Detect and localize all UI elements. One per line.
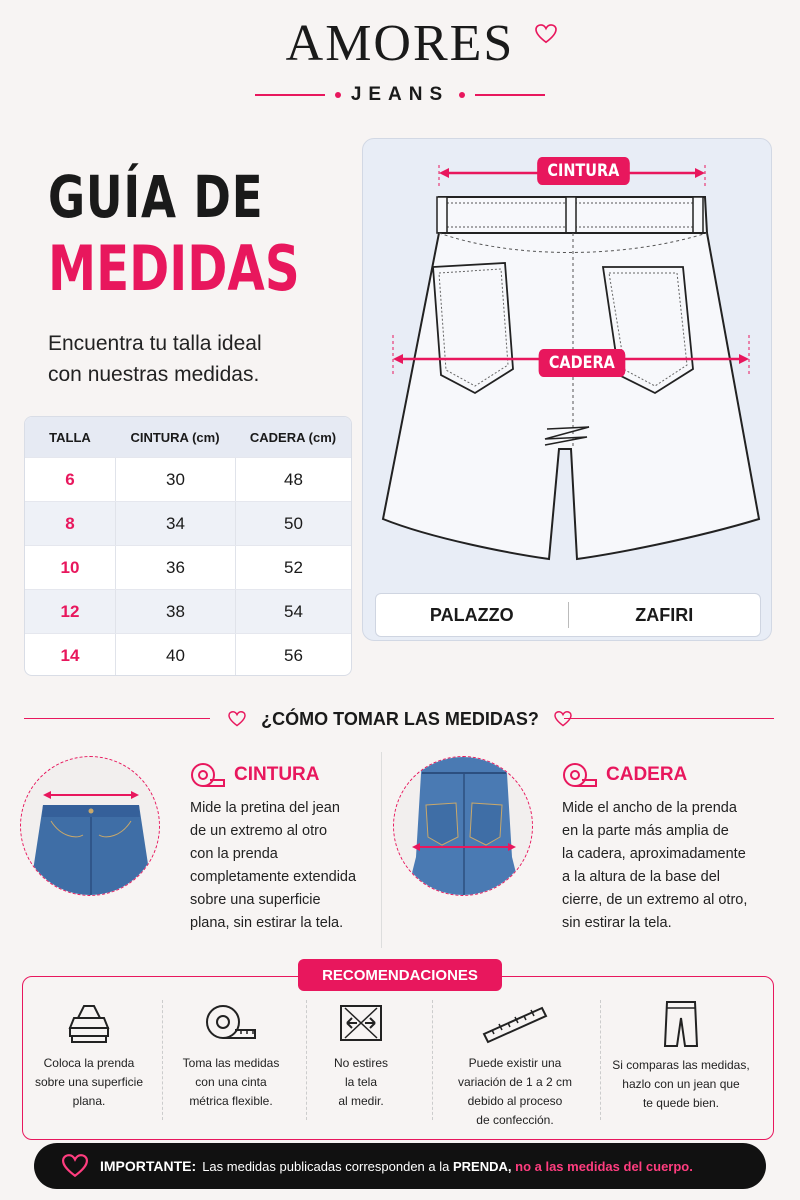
table-row — [25, 589, 351, 633]
desc-line: cierre, de un extremo al otro, — [562, 892, 748, 908]
important-pink: no a las medidas del cuerpo. — [515, 1158, 693, 1174]
recommendation-item — [440, 1000, 590, 1130]
desc-line: sobre una superficie — [190, 892, 321, 908]
ruler-icon — [480, 1000, 550, 1046]
col-header-talla: TALLA — [49, 429, 91, 445]
page-title-line1: GUÍA DE — [48, 163, 264, 231]
desc-line: con la prenda — [190, 846, 278, 862]
rec-line: Si comparas las medidas, — [612, 1058, 750, 1072]
hip-method-description — [562, 797, 747, 935]
desc-line: la cadera, aproximadamente — [562, 846, 746, 862]
cadera-cell: 56 — [235, 634, 351, 676]
brand-name: AMORES — [285, 15, 515, 72]
table-row — [25, 457, 351, 501]
talla-cell: 10 — [60, 557, 80, 577]
waist-method-title: CINTURA — [234, 764, 320, 785]
recommendations-title: RECOMENDACIONES — [298, 959, 502, 991]
rec-line: variación de 1 a 2 cm — [457, 1075, 573, 1089]
cadera-cell: 48 — [235, 458, 351, 501]
rec-line: Toma las medidas — [182, 1056, 280, 1070]
cintura-cell: 40 — [115, 634, 235, 676]
rec-line: métrica flexible. — [189, 1094, 273, 1108]
brand-logo — [0, 15, 800, 106]
recommendation-item — [606, 1000, 756, 1113]
brand-subtitle: JEANS — [350, 84, 450, 105]
important-text: Las medidas publicadas corresponden a la — [202, 1158, 450, 1174]
important-label: IMPORTANTE: — [100, 1158, 197, 1174]
hip-method — [562, 762, 687, 788]
rec-line: Coloca la prenda — [43, 1056, 135, 1070]
how-title-text: ¿CÓMO TOMAR LAS MEDIDAS? — [261, 709, 539, 729]
desc-line: Mide la pretina del jean — [190, 800, 340, 816]
recommendation-item — [14, 1000, 164, 1111]
rec-line: hazlo con un jean que — [622, 1077, 740, 1091]
jeans-back-illustration — [394, 757, 533, 896]
subtitle-line: Encuentra tu talla ideal — [48, 332, 262, 355]
important-notice — [34, 1143, 766, 1189]
table-header — [25, 417, 351, 457]
hip-method-title: CADERA — [606, 764, 688, 785]
desc-line: en la parte más amplia de — [562, 823, 729, 839]
rec-line: No estires — [333, 1056, 389, 1070]
table-row — [25, 633, 351, 676]
table-row — [25, 501, 351, 545]
cintura-cell: 38 — [115, 590, 235, 633]
rec-line: la tela — [344, 1075, 378, 1089]
cadera-cell: 52 — [235, 546, 351, 589]
talla-cell: 12 — [60, 601, 80, 621]
rec-line: te quede bien. — [642, 1096, 720, 1110]
desc-line: Mide el ancho de la prenda — [562, 800, 737, 816]
model-name: ZAFIRI — [635, 604, 694, 625]
waist-photo — [20, 756, 160, 896]
rec-line: Puede existir una — [468, 1056, 562, 1070]
rec-line: al medir. — [338, 1094, 384, 1108]
heart-icon — [535, 24, 557, 44]
desc-line: completamente extendida — [190, 869, 357, 885]
page-subtitle — [48, 328, 348, 390]
desc-line: a la altura de la base del — [562, 869, 720, 885]
jeans-front-illustration — [21, 757, 160, 896]
tape-measure-icon — [190, 762, 226, 788]
col-header-cintura: CINTURA (cm) — [130, 429, 220, 445]
desc-line: de un extremo al otro — [190, 823, 328, 839]
waist-method — [190, 762, 320, 788]
hip-photo — [393, 756, 533, 896]
model-name: PALAZZO — [429, 604, 514, 625]
recommendation-item — [156, 1000, 306, 1111]
cadera-cell: 54 — [235, 590, 351, 633]
heart-icon — [228, 711, 246, 727]
folded-clothes-icon — [64, 1000, 114, 1046]
heart-icon — [554, 711, 572, 727]
how-to-measure-heading — [0, 709, 800, 730]
models-box — [375, 593, 761, 637]
waist-method-description — [190, 797, 356, 935]
desc-line: plana, sin estirar la tela. — [190, 915, 344, 931]
important-bold: PRENDA, — [452, 1158, 512, 1174]
rec-line: de confección. — [476, 1113, 554, 1127]
rec-line: con una cinta — [195, 1075, 267, 1089]
no-stretch-icon — [335, 1000, 387, 1046]
hip-tag: CADERA — [539, 349, 625, 377]
table-row — [25, 545, 351, 589]
talla-cell: 8 — [65, 513, 75, 533]
cintura-cell: 30 — [115, 458, 235, 501]
rec-line: debido al proceso — [467, 1094, 563, 1108]
cintura-cell: 36 — [115, 546, 235, 589]
recommendation-item — [286, 1000, 436, 1111]
desc-line: sin estirar la tela. — [562, 915, 672, 931]
rec-line: plana. — [72, 1094, 106, 1108]
heart-icon — [62, 1154, 88, 1178]
col-header-cadera: CADERA (cm) — [249, 429, 337, 445]
cintura-cell: 34 — [115, 502, 235, 545]
size-table — [24, 416, 352, 676]
page-title-line2: MEDIDAS — [48, 232, 300, 305]
garment-diagram-card — [362, 138, 772, 641]
tape-measure-icon — [562, 762, 598, 788]
subtitle-line: con nuestras medidas. — [48, 363, 260, 386]
rec-line: sobre una superficie — [34, 1075, 144, 1089]
cadera-cell: 50 — [235, 502, 351, 545]
jeans-icon — [661, 1000, 701, 1048]
talla-cell: 6 — [65, 469, 75, 489]
talla-cell: 14 — [60, 645, 80, 665]
waist-tag: CINTURA — [537, 157, 629, 185]
tape-measure-icon — [203, 1000, 259, 1046]
